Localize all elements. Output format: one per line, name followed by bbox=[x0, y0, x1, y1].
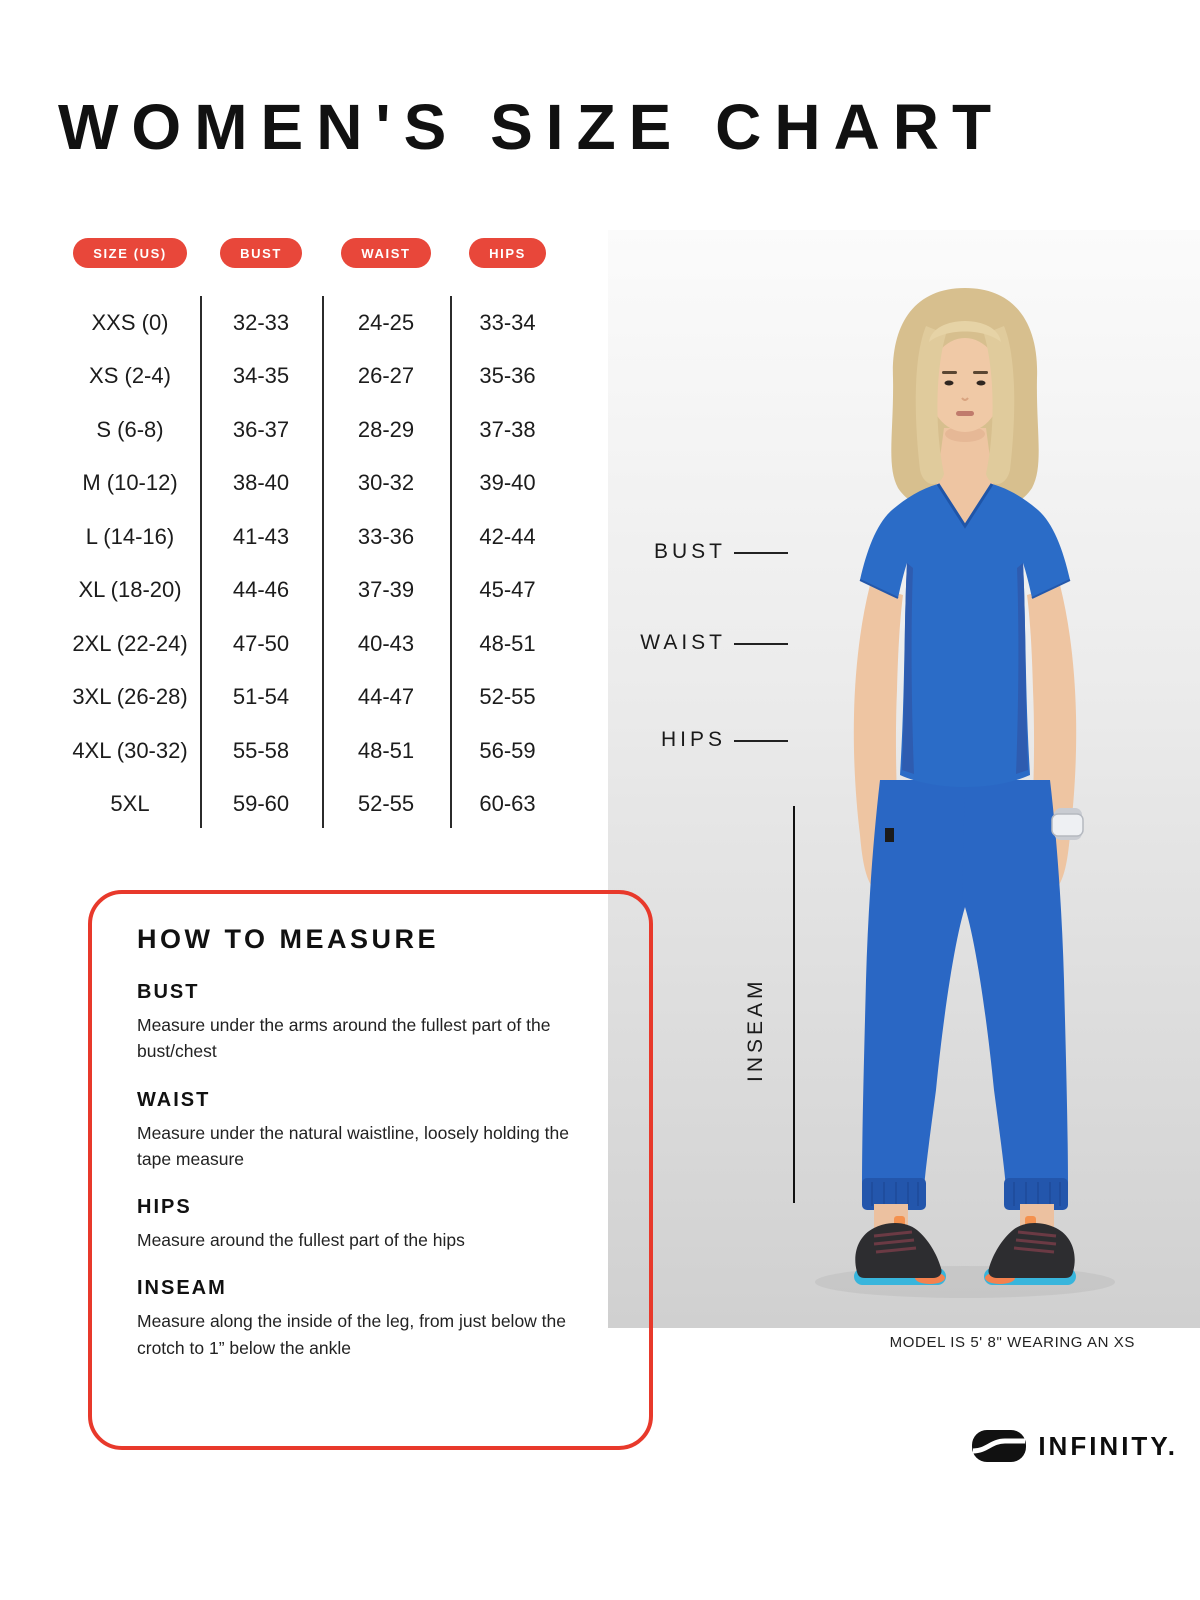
model-eye bbox=[945, 381, 954, 386]
table-cell: 39-40 bbox=[479, 470, 536, 496]
table-cell: XXS (0) bbox=[91, 309, 169, 335]
table-cell: 36-37 bbox=[232, 416, 290, 442]
measure-item-text: Measure along the inside of the leg, from just below the crotch to 1” below the ankle bbox=[137, 1311, 566, 1358]
measure-guide-title: HOW TO MEASURE bbox=[137, 924, 440, 954]
bust-pointer-label: BUST bbox=[653, 540, 726, 563]
table-cell: 48-51 bbox=[479, 630, 536, 656]
table-cell: 34-35 bbox=[232, 363, 290, 389]
table-cell: 38-40 bbox=[232, 470, 290, 496]
table-cell: 2XL (22-24) bbox=[72, 630, 188, 656]
table-cell: 47-50 bbox=[232, 630, 290, 656]
measure-item-bust bbox=[137, 981, 609, 1065]
size-table-header bbox=[60, 238, 565, 268]
model-photo bbox=[608, 230, 1200, 1328]
model-illustration bbox=[608, 230, 1200, 1328]
table-cell: 3XL (26-28) bbox=[72, 684, 188, 710]
column-header-bust: BUST bbox=[220, 238, 302, 268]
table-cell: 55-58 bbox=[232, 737, 290, 763]
model-brow bbox=[942, 371, 957, 374]
inseam-pointer-label: INSEAM bbox=[744, 977, 767, 1082]
table-cell: L (14-16) bbox=[85, 523, 175, 549]
table-cell: XL (18-20) bbox=[78, 577, 182, 603]
hips-pointer-label: HIPS bbox=[660, 728, 726, 751]
table-cell: 41-43 bbox=[232, 523, 290, 549]
table-cell: 26-27 bbox=[357, 363, 415, 389]
table-divider bbox=[200, 296, 202, 828]
brand-wordmark: INFINITY. bbox=[1038, 1430, 1178, 1461]
model-brow bbox=[973, 371, 988, 374]
measure-item-hips bbox=[137, 1196, 609, 1253]
table-cell: 42-44 bbox=[479, 523, 536, 549]
table-cell: 30-32 bbox=[357, 470, 415, 496]
hips-pointer-line bbox=[734, 740, 788, 742]
table-cell: M (10-12) bbox=[82, 470, 178, 496]
smartwatch bbox=[1052, 814, 1083, 836]
table-cell: 4XL (30-32) bbox=[72, 737, 188, 763]
table-cell: 5XL bbox=[110, 791, 150, 817]
table-cell: 44-46 bbox=[232, 577, 290, 603]
measure-item-waist bbox=[137, 1089, 609, 1173]
size-table-body bbox=[60, 296, 565, 831]
pants-tag bbox=[885, 828, 894, 842]
table-cell: 35-36 bbox=[479, 363, 536, 389]
table-cell: 37-38 bbox=[479, 416, 536, 442]
table-divider bbox=[450, 296, 452, 828]
table-cell: 33-34 bbox=[479, 309, 536, 335]
inseam-pointer-line bbox=[793, 806, 795, 1203]
column-header-size: SIZE (US) bbox=[73, 238, 187, 268]
table-cell: 32-33 bbox=[232, 309, 290, 335]
table-divider bbox=[322, 296, 324, 828]
how-to-measure-box bbox=[88, 890, 653, 1450]
table-cell: 40-43 bbox=[357, 630, 415, 656]
model-eye bbox=[977, 381, 986, 386]
model-caption: MODEL IS 5' 8" WEARING AN XS bbox=[889, 1334, 1135, 1351]
table-cell: 33-36 bbox=[357, 523, 415, 549]
measure-item-label: BUST bbox=[137, 981, 200, 1003]
measure-item-text: Measure around the fullest part of the hips bbox=[137, 1230, 465, 1250]
measure-item-text: Measure under the arms around the fullest part of the bust/chest bbox=[137, 1015, 551, 1062]
measure-item-label: HIPS bbox=[137, 1196, 192, 1218]
waist-pointer-line bbox=[734, 643, 788, 645]
table-cell: 56-59 bbox=[479, 737, 536, 763]
table-cell: 45-47 bbox=[479, 577, 536, 603]
table-cell: XS (2-4) bbox=[89, 363, 171, 389]
measure-item-label: WAIST bbox=[137, 1088, 211, 1111]
column-header-waist: WAIST bbox=[341, 238, 430, 268]
table-cell: 52-55 bbox=[479, 684, 536, 710]
table-cell: 51-54 bbox=[232, 684, 290, 710]
table-cell: 37-39 bbox=[357, 577, 415, 603]
model-lips bbox=[956, 411, 974, 416]
table-cell: 44-47 bbox=[357, 684, 415, 710]
table-cell: 24-25 bbox=[357, 309, 415, 335]
size-table bbox=[60, 238, 565, 831]
infinity-logo-icon bbox=[972, 1430, 1026, 1462]
waist-pointer-label: WAIST bbox=[640, 631, 726, 654]
table-cell: 60-63 bbox=[479, 791, 536, 817]
table-cell: 59-60 bbox=[232, 791, 290, 817]
brand-logo bbox=[972, 1430, 1178, 1462]
measure-item-text: Measure under the natural waistline, loosely holding the tape measure bbox=[137, 1122, 569, 1169]
table-cell: S (6-8) bbox=[96, 416, 164, 442]
page-title: WOMEN'S SIZE CHART bbox=[58, 91, 1005, 163]
table-cell: 28-29 bbox=[357, 416, 415, 442]
column-header-hips: HIPS bbox=[469, 238, 546, 268]
bust-pointer-line bbox=[734, 552, 788, 554]
measure-item-label: INSEAM bbox=[137, 1277, 227, 1300]
measure-item-inseam bbox=[137, 1277, 609, 1361]
table-cell: 48-51 bbox=[357, 737, 415, 763]
table-cell: 52-55 bbox=[357, 791, 415, 817]
